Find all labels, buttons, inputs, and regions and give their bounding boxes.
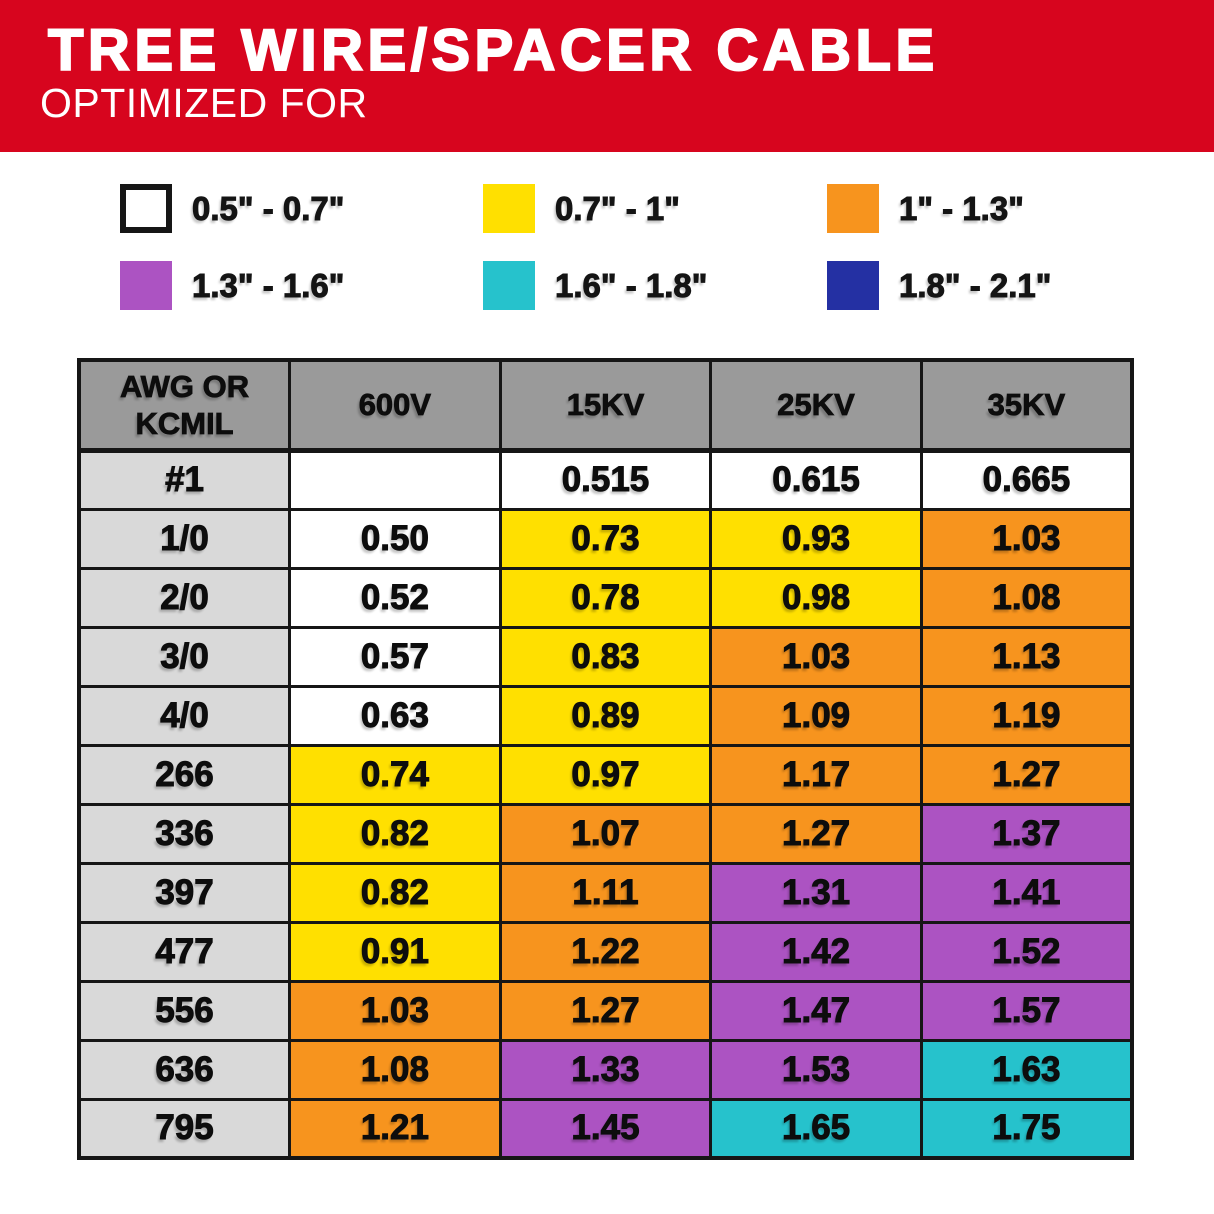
table-row	[79, 1099, 1132, 1158]
table-row	[79, 450, 1132, 509]
table-row	[79, 627, 1132, 686]
table-cell: 0.89	[500, 686, 711, 745]
table-cell: 1.57	[921, 981, 1132, 1040]
table-row	[79, 686, 1132, 745]
table-cell: 1.03	[290, 981, 501, 1040]
table-cell: 1.42	[711, 922, 922, 981]
row-label: 336	[79, 804, 290, 863]
table-head	[79, 360, 1132, 450]
table-cell: 0.97	[500, 745, 711, 804]
table-row	[79, 981, 1132, 1040]
table-cell: 1.27	[711, 804, 922, 863]
table-row	[79, 509, 1132, 568]
blue-swatch-icon	[827, 261, 879, 310]
legend-label: 0.5" - 0.7"	[192, 189, 345, 227]
table-row	[79, 568, 1132, 627]
yellow-swatch-icon	[483, 184, 535, 233]
size-table	[77, 358, 1134, 1160]
table-cell: 1.03	[921, 509, 1132, 568]
page-title: TREE WIRE/SPACER CABLE	[48, 18, 939, 83]
table-cell: 1.22	[500, 922, 711, 981]
table-cell: 0.82	[290, 804, 501, 863]
legend-label: 1" - 1.3"	[899, 189, 1024, 227]
table-cell: 1.27	[500, 981, 711, 1040]
table-cell: 1.03	[711, 627, 922, 686]
row-label: 636	[79, 1040, 290, 1099]
column-header: 35KV	[921, 360, 1132, 450]
row-label: 477	[79, 922, 290, 981]
table-cell: 0.73	[500, 509, 711, 568]
legend-item	[120, 184, 483, 233]
table-row	[79, 745, 1132, 804]
table-cell: 1.11	[500, 863, 711, 922]
table-cell: 1.75	[921, 1099, 1132, 1158]
column-header-awg: AWG OR KCMIL	[79, 360, 290, 450]
table-cell: 0.57	[290, 627, 501, 686]
page-subtitle: OPTIMIZED FOR	[40, 80, 368, 126]
row-label: 4/0	[79, 686, 290, 745]
table-body	[79, 450, 1132, 1158]
table-cell: 1.08	[290, 1040, 501, 1099]
table-row	[79, 863, 1132, 922]
table-cell: 1.37	[921, 804, 1132, 863]
table-cell: 1.53	[711, 1040, 922, 1099]
table-cell	[290, 450, 501, 509]
table-row	[79, 1040, 1132, 1099]
column-header: 15KV	[500, 360, 711, 450]
table-cell: 0.615	[711, 450, 922, 509]
cyan-swatch-icon	[483, 261, 535, 310]
legend-item	[827, 184, 1051, 233]
table-cell: 0.50	[290, 509, 501, 568]
table-cell: 1.08	[921, 568, 1132, 627]
legend-label: 0.7" - 1"	[555, 189, 680, 227]
table-cell: 0.52	[290, 568, 501, 627]
table-cell: 0.83	[500, 627, 711, 686]
table-cell: 1.33	[500, 1040, 711, 1099]
banner	[0, 0, 1214, 152]
legend-label: 1.6" - 1.8"	[555, 266, 708, 304]
table-cell: 1.41	[921, 863, 1132, 922]
table-cell: 1.13	[921, 627, 1132, 686]
row-label: 1/0	[79, 509, 290, 568]
table-cell: 1.19	[921, 686, 1132, 745]
legend	[120, 184, 1051, 310]
orange-swatch-icon	[827, 184, 879, 233]
row-label: 2/0	[79, 568, 290, 627]
table-cell: 1.65	[711, 1099, 922, 1158]
row-label: 397	[79, 863, 290, 922]
row-label: #1	[79, 450, 290, 509]
table-cell: 1.17	[711, 745, 922, 804]
legend-item	[483, 184, 827, 233]
column-header: 25KV	[711, 360, 922, 450]
table-cell: 0.515	[500, 450, 711, 509]
table-cell: 0.63	[290, 686, 501, 745]
table-cell: 0.82	[290, 863, 501, 922]
legend-label: 1.8" - 2.1"	[899, 266, 1052, 304]
legend-label: 1.3" - 1.6"	[192, 266, 345, 304]
table-cell: 0.74	[290, 745, 501, 804]
table-cell: 0.665	[921, 450, 1132, 509]
legend-item	[827, 261, 1051, 310]
row-label: 266	[79, 745, 290, 804]
table-cell: 1.45	[500, 1099, 711, 1158]
table-cell: 1.47	[711, 981, 922, 1040]
column-header: 600V	[290, 360, 501, 450]
table-header-row	[79, 360, 1132, 450]
table-cell: 1.27	[921, 745, 1132, 804]
table-cell: 0.98	[711, 568, 922, 627]
table-cell: 1.09	[711, 686, 922, 745]
table-cell: 1.21	[290, 1099, 501, 1158]
table-cell: 0.93	[711, 509, 922, 568]
purple-swatch-icon	[120, 261, 172, 310]
table-cell: 1.31	[711, 863, 922, 922]
legend-item	[120, 261, 483, 310]
table-cell: 1.07	[500, 804, 711, 863]
row-label: 556	[79, 981, 290, 1040]
row-label: 795	[79, 1099, 290, 1158]
table-cell: 1.63	[921, 1040, 1132, 1099]
table-cell: 1.52	[921, 922, 1132, 981]
table-row	[79, 922, 1132, 981]
table-cell: 0.78	[500, 568, 711, 627]
row-label: 3/0	[79, 627, 290, 686]
legend-item	[483, 261, 827, 310]
white-swatch-icon	[120, 184, 172, 233]
table-row	[79, 804, 1132, 863]
table-cell: 0.91	[290, 922, 501, 981]
